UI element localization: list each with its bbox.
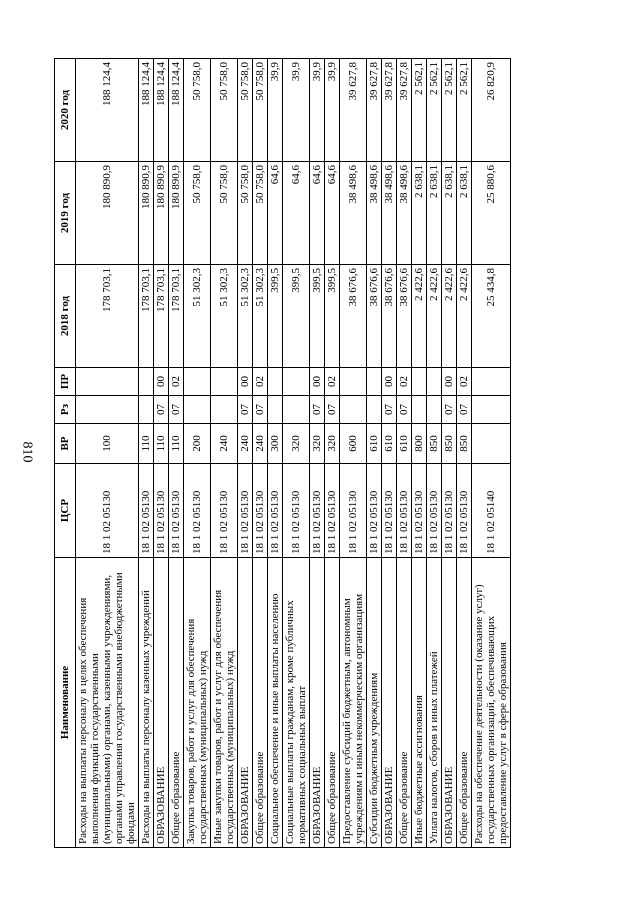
cell-2020: 188 124,4 xyxy=(169,59,184,162)
cell-rz: 07 xyxy=(397,396,412,424)
cell-csr: 18 1 02 05130 xyxy=(211,464,238,558)
cell-rz xyxy=(367,396,382,424)
cell-2019: 2 638,1 xyxy=(457,162,472,265)
cell-2020: 39 627,8 xyxy=(367,59,382,162)
cell-rz: 07 xyxy=(253,396,268,424)
cell-2019: 180 890,9 xyxy=(76,162,139,265)
cell-2019: 64,6 xyxy=(283,162,310,265)
cell-2019: 2 638,1 xyxy=(427,162,442,265)
cell-2019: 50 758,0 xyxy=(238,162,253,265)
cell-csr: 18 1 02 05130 xyxy=(340,464,367,558)
cell-rz xyxy=(139,396,154,424)
cell-2018: 51 302,3 xyxy=(253,265,268,368)
cell-vr: 850 xyxy=(457,424,472,464)
cell-csr: 18 1 02 05130 xyxy=(139,464,154,558)
cell-2019: 38 498,6 xyxy=(382,162,397,265)
cell-csr: 18 1 02 05130 xyxy=(184,464,211,558)
cell-pr xyxy=(139,368,154,396)
cell-name: Иные бюджетные ассигнования xyxy=(412,558,427,848)
cell-name: Общее образование xyxy=(397,558,412,848)
cell-pr xyxy=(427,368,442,396)
cell-2020: 39 627,8 xyxy=(382,59,397,162)
cell-2019: 38 498,6 xyxy=(340,162,367,265)
table-row xyxy=(283,59,310,848)
cell-2019: 2 638,1 xyxy=(442,162,457,265)
cell-2020: 188 124,4 xyxy=(139,59,154,162)
table-row xyxy=(253,59,268,848)
cell-vr: 610 xyxy=(382,424,397,464)
cell-csr: 18 1 02 05130 xyxy=(238,464,253,558)
cell-vr: 300 xyxy=(268,424,283,464)
table-row xyxy=(472,59,511,848)
cell-2018: 178 703,1 xyxy=(139,265,154,368)
cell-name: ОБРАЗОВАНИЕ xyxy=(310,558,325,848)
cell-2019: 50 758,0 xyxy=(184,162,211,265)
cell-rz: 07 xyxy=(154,396,169,424)
cell-name: Общее образование xyxy=(457,558,472,848)
cell-csr: 18 1 02 05130 xyxy=(397,464,412,558)
table-row xyxy=(427,59,442,848)
cell-2019: 38 498,6 xyxy=(367,162,382,265)
cell-vr: 850 xyxy=(442,424,457,464)
cell-csr: 18 1 02 05130 xyxy=(268,464,283,558)
table-row xyxy=(457,59,472,848)
table-row xyxy=(76,59,139,848)
cell-vr: 610 xyxy=(367,424,382,464)
cell-vr: 600 xyxy=(340,424,367,464)
cell-name: ОБРАЗОВАНИЕ xyxy=(442,558,457,848)
cell-vr: 110 xyxy=(154,424,169,464)
cell-2020: 26 820,9 xyxy=(472,59,511,162)
cell-name: Субсидии бюджетным учреждениям xyxy=(367,558,382,848)
table-row xyxy=(184,59,211,848)
cell-2020: 39 627,8 xyxy=(340,59,367,162)
cell-2020: 39,9 xyxy=(325,59,340,162)
cell-2018: 2 422,6 xyxy=(412,265,427,368)
cell-vr: 200 xyxy=(184,424,211,464)
table-header-row xyxy=(55,59,76,848)
cell-pr: 02 xyxy=(169,368,184,396)
cell-csr: 18 1 02 05130 xyxy=(154,464,169,558)
cell-2019: 50 758,0 xyxy=(211,162,238,265)
cell-pr xyxy=(412,368,427,396)
cell-pr xyxy=(211,368,238,396)
cell-rz xyxy=(340,396,367,424)
cell-vr: 320 xyxy=(283,424,310,464)
cell-2019: 64,6 xyxy=(268,162,283,265)
table-row xyxy=(382,59,397,848)
cell-name: Социальные выплаты гражданам, кроме публичных нормативных социальных выплат xyxy=(283,558,310,848)
cell-vr: 320 xyxy=(325,424,340,464)
cell-2020: 188 124,4 xyxy=(154,59,169,162)
cell-rz: 07 xyxy=(169,396,184,424)
cell-2020: 39,9 xyxy=(268,59,283,162)
cell-2018: 38 676,6 xyxy=(340,265,367,368)
cell-csr: 18 1 02 05130 xyxy=(412,464,427,558)
cell-name: Общее образование xyxy=(169,558,184,848)
cell-2018: 38 676,6 xyxy=(397,265,412,368)
cell-csr: 18 1 02 05130 xyxy=(169,464,184,558)
table-row xyxy=(397,59,412,848)
cell-csr: 18 1 02 05130 xyxy=(367,464,382,558)
cell-name: Расходы на выплаты персоналу в целях обеспечения выполнения функций государственными (муниципальными) органами, казенными учреждениями, органами управления государственными внебюджетными фондами xyxy=(76,558,139,848)
cell-name: Расходы на выплаты персоналу казенных учреждений xyxy=(139,558,154,848)
header-name: Наименование xyxy=(55,558,76,848)
cell-pr xyxy=(184,368,211,396)
cell-2020: 2 562,1 xyxy=(412,59,427,162)
cell-pr xyxy=(268,368,283,396)
cell-2020: 50 758,0 xyxy=(238,59,253,162)
cell-csr: 18 1 02 05130 xyxy=(442,464,457,558)
cell-pr: 00 xyxy=(154,368,169,396)
cell-pr: 00 xyxy=(310,368,325,396)
cell-rz xyxy=(76,396,139,424)
cell-2018: 51 302,3 xyxy=(211,265,238,368)
table-row xyxy=(268,59,283,848)
table-row xyxy=(325,59,340,848)
header-2020: 2020 год xyxy=(55,59,76,162)
cell-pr: 00 xyxy=(238,368,253,396)
cell-pr xyxy=(472,368,511,396)
cell-2018: 399,5 xyxy=(268,265,283,368)
cell-pr: 02 xyxy=(253,368,268,396)
cell-2018: 2 422,6 xyxy=(457,265,472,368)
cell-rz xyxy=(283,396,310,424)
cell-name: Уплата налогов, сборов и иных платежей xyxy=(427,558,442,848)
cell-2018: 399,5 xyxy=(283,265,310,368)
cell-rz: 07 xyxy=(382,396,397,424)
cell-2019: 180 890,9 xyxy=(169,162,184,265)
header-2018: 2018 год xyxy=(55,265,76,368)
table-row xyxy=(340,59,367,848)
cell-vr: 100 xyxy=(76,424,139,464)
cell-name: ОБРАЗОВАНИЕ xyxy=(154,558,169,848)
cell-2019: 180 890,9 xyxy=(139,162,154,265)
table-row xyxy=(154,59,169,848)
cell-pr xyxy=(76,368,139,396)
cell-csr: 18 1 02 05130 xyxy=(457,464,472,558)
cell-rz xyxy=(427,396,442,424)
cell-rz xyxy=(412,396,427,424)
header-pr: ПР xyxy=(55,368,76,396)
cell-2020: 2 562,1 xyxy=(457,59,472,162)
cell-2020: 50 758,0 xyxy=(211,59,238,162)
rotated-table-container xyxy=(54,58,582,848)
table-row xyxy=(211,59,238,848)
cell-vr: 610 xyxy=(397,424,412,464)
cell-2019: 64,6 xyxy=(325,162,340,265)
cell-2019: 50 758,0 xyxy=(253,162,268,265)
cell-rz: 07 xyxy=(457,396,472,424)
header-rz: Рз xyxy=(55,396,76,424)
cell-2019: 38 498,6 xyxy=(397,162,412,265)
cell-2019: 64,6 xyxy=(310,162,325,265)
page-number: 810 xyxy=(19,441,35,463)
cell-name: ОБРАЗОВАНИЕ xyxy=(382,558,397,848)
cell-2019: 180 890,9 xyxy=(154,162,169,265)
cell-2018: 25 434,8 xyxy=(472,265,511,368)
cell-2020: 2 562,1 xyxy=(442,59,457,162)
cell-vr: 240 xyxy=(253,424,268,464)
cell-2020: 2 562,1 xyxy=(427,59,442,162)
cell-2018: 38 676,6 xyxy=(382,265,397,368)
cell-rz: 07 xyxy=(442,396,457,424)
cell-name: Закупка товаров, работ и услуг для обеспечения государственных (муниципальных) нужд xyxy=(184,558,211,848)
cell-2018: 178 703,1 xyxy=(154,265,169,368)
cell-vr xyxy=(472,424,511,464)
cell-2018: 2 422,6 xyxy=(442,265,457,368)
table-row xyxy=(139,59,154,848)
header-csr: ЦСР xyxy=(55,464,76,558)
cell-name: Иные закупки товаров, работ и услуг для обеспечения государственных (муниципальных) нужд xyxy=(211,558,238,848)
cell-2019: 25 880,6 xyxy=(472,162,511,265)
cell-csr: 18 1 02 05130 xyxy=(427,464,442,558)
cell-csr: 18 1 02 05130 xyxy=(283,464,310,558)
cell-rz: 07 xyxy=(238,396,253,424)
cell-2018: 178 703,1 xyxy=(76,265,139,368)
cell-vr: 240 xyxy=(238,424,253,464)
cell-vr: 240 xyxy=(211,424,238,464)
cell-csr: 18 1 02 05130 xyxy=(310,464,325,558)
table-row xyxy=(367,59,382,848)
cell-2018: 38 676,6 xyxy=(367,265,382,368)
cell-2018: 51 302,3 xyxy=(184,265,211,368)
cell-2020: 39,9 xyxy=(310,59,325,162)
table-row xyxy=(169,59,184,848)
cell-2020: 50 758,0 xyxy=(253,59,268,162)
cell-rz: 07 xyxy=(310,396,325,424)
cell-pr xyxy=(340,368,367,396)
cell-csr: 18 1 02 05140 xyxy=(472,464,511,558)
cell-pr: 02 xyxy=(397,368,412,396)
cell-2020: 188 124,4 xyxy=(76,59,139,162)
cell-pr: 02 xyxy=(325,368,340,396)
cell-2018: 399,5 xyxy=(325,265,340,368)
cell-csr: 18 1 02 05130 xyxy=(76,464,139,558)
cell-vr: 850 xyxy=(427,424,442,464)
cell-name: ОБРАЗОВАНИЕ xyxy=(238,558,253,848)
table-row xyxy=(412,59,427,848)
cell-rz xyxy=(268,396,283,424)
cell-vr: 800 xyxy=(412,424,427,464)
cell-2018: 178 703,1 xyxy=(169,265,184,368)
header-vr: ВР xyxy=(55,424,76,464)
cell-vr: 110 xyxy=(139,424,154,464)
cell-csr: 18 1 02 05130 xyxy=(382,464,397,558)
cell-name: Расходы на обеспечение деятельности (оказание услуг) государственных организаций, обеспечивающих предоставление услуг в сфере образования xyxy=(472,558,511,848)
cell-2020: 50 758,0 xyxy=(184,59,211,162)
cell-2018: 51 302,3 xyxy=(238,265,253,368)
cell-rz xyxy=(184,396,211,424)
budget-table xyxy=(54,58,511,848)
table-row xyxy=(310,59,325,848)
cell-2020: 39 627,8 xyxy=(397,59,412,162)
cell-name: Общее образование xyxy=(253,558,268,848)
cell-vr: 320 xyxy=(310,424,325,464)
cell-pr: 00 xyxy=(442,368,457,396)
cell-name: Общее образование xyxy=(325,558,340,848)
cell-vr: 110 xyxy=(169,424,184,464)
cell-pr xyxy=(367,368,382,396)
table-row xyxy=(238,59,253,848)
cell-2019: 2 638,1 xyxy=(412,162,427,265)
cell-name: Социальное обеспечение и иные выплаты населению xyxy=(268,558,283,848)
cell-2020: 39,9 xyxy=(283,59,310,162)
cell-csr: 18 1 02 05130 xyxy=(253,464,268,558)
cell-rz xyxy=(472,396,511,424)
cell-2018: 399,5 xyxy=(310,265,325,368)
header-2019: 2019 год xyxy=(55,162,76,265)
cell-csr: 18 1 02 05130 xyxy=(325,464,340,558)
table-row xyxy=(442,59,457,848)
cell-rz: 07 xyxy=(325,396,340,424)
cell-pr: 00 xyxy=(382,368,397,396)
cell-pr xyxy=(283,368,310,396)
cell-2018: 2 422,6 xyxy=(427,265,442,368)
cell-pr: 02 xyxy=(457,368,472,396)
cell-name: Предоставление субсидий бюджетным, автономным учреждениям и иным некоммерческим организациям xyxy=(340,558,367,848)
cell-rz xyxy=(211,396,238,424)
